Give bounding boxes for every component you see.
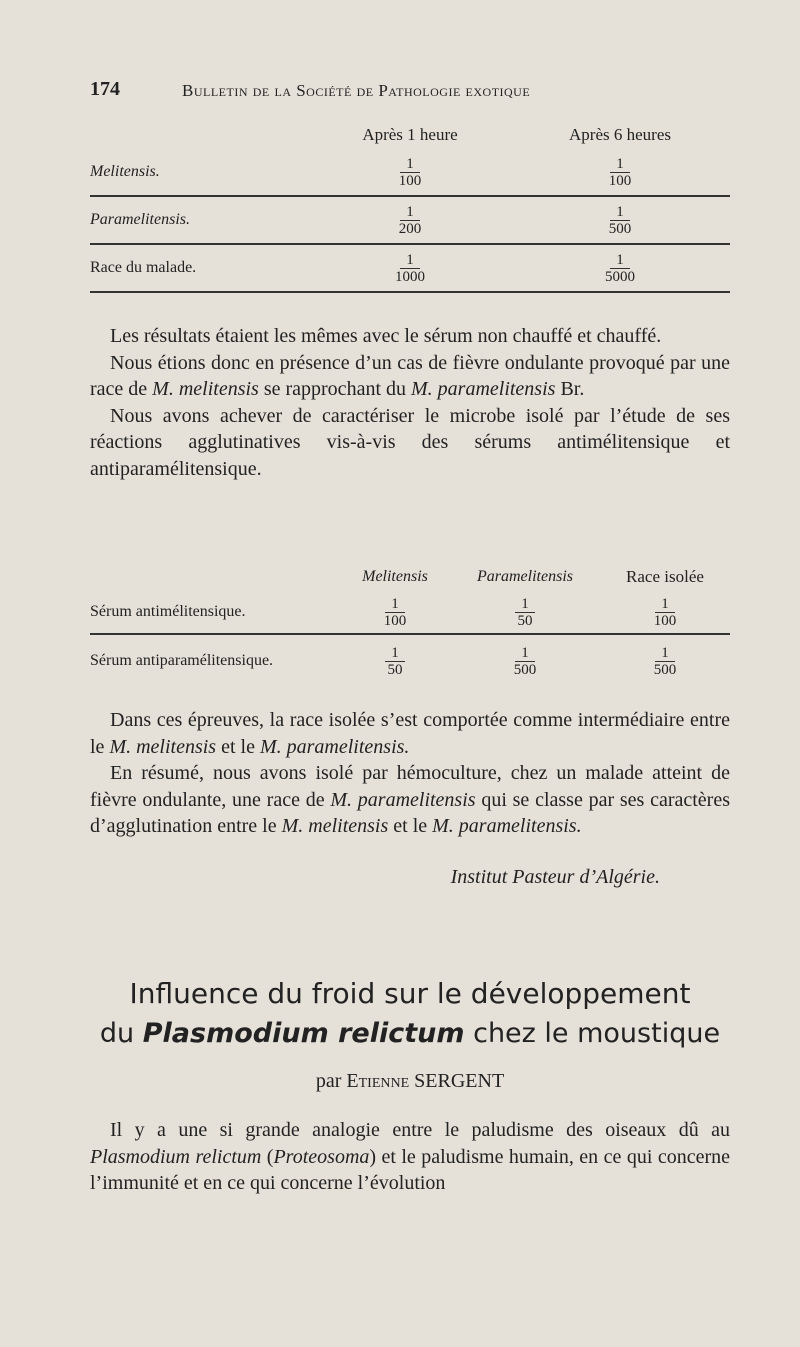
title-line-2: du Plasmodium relictum chez le moustique: [99, 1018, 721, 1049]
fraction: $\frac{1}{500}$: [608, 204, 632, 237]
article-body: [90, 1117, 730, 1197]
paragraph: En résumé, nous avons isolé par hémoculture, chez un malade atteint de fièvre ondulante, une race de M. paramelitensis qui se classe par ses caractères d’agglutination entre le M. melitensis et le M. paramelitensis.: [90, 762, 731, 837]
fraction: $\frac{1}{500}$: [653, 644, 677, 678]
running-title: Bulletin de la Société de Pathologie exotique: [182, 81, 531, 100]
agglutination-table-2: [90, 564, 730, 686]
title-line-1: Influence du froid sur le développement: [129, 977, 691, 1010]
fraction: $\frac{1}{1000}$: [395, 252, 425, 285]
author-last: SERGENT: [414, 1070, 505, 1092]
byline: par Etienne SERGENT: [315, 1070, 505, 1092]
table1-header-1: Après 1 heure: [362, 125, 458, 144]
page-number: 174: [90, 78, 120, 100]
table1-row-label: Race du malade.: [90, 259, 197, 276]
body-text-1: [90, 323, 730, 482]
fraction: $\frac{1}{50}$: [512, 596, 539, 629]
fraction: $\frac{1}{100}$: [653, 595, 677, 629]
table2-row-label: Sérum antimélitensique.: [90, 602, 246, 620]
page-header: [90, 78, 730, 102]
body-text-2: [90, 707, 730, 840]
fraction: $\frac{1}{100}$: [608, 155, 632, 189]
table2-row-label: Sérum antiparamélitensique.: [90, 651, 274, 669]
table1-row-label: Melitensis.: [90, 162, 160, 180]
fraction: $\frac{1}{50}$: [382, 645, 409, 678]
author-first: Etienne: [346, 1070, 410, 1092]
paragraph: Dans ces épreuves, la race isolée s’est comportée comme intermédiaire entre le M. melitensis et le M. paramelitensis.: [90, 709, 730, 758]
paragraph: Nous avons achever de caractériser le microbe isolé par l’étude de ses réactions agglutinatives vis-à-vis des sérums antimélitensique et antiparamélitensique.: [90, 404, 730, 480]
table2-header-2: Paramelitensis: [477, 568, 573, 585]
fraction: $\frac{1}{100}$: [398, 155, 422, 189]
paragraph: Il y a une si grande analogie entre le paludisme des oiseaux dû au Plasmodium relictum (Proteosoma) et le paludisme humain, en ce qui concerne l’immunité et en ce qui concerne l’évolution: [90, 1119, 730, 1194]
table1-header-2: Après 6 heures: [569, 125, 671, 144]
institution-signature: Institut Pasteur d’Algérie.: [450, 866, 660, 888]
paragraph: Nous étions donc en présence d’un cas de fièvre ondulante provoqué par une race de M. melitensis se rapprochant du M. paramelitensis Br.: [90, 351, 730, 400]
agglutination-table-1: [90, 122, 730, 293]
fraction: $\frac{1}{100}$: [383, 595, 407, 629]
table2-header-3: Race isolée: [626, 567, 704, 586]
table1-row-label: Paramelitensis.: [90, 211, 190, 228]
article-title: [90, 974, 730, 1054]
paragraph: Les résultats étaient les mêmes avec le sérum non chauffé et chauffé.: [110, 325, 662, 347]
fraction: $\frac{1}{500}$: [513, 644, 537, 678]
fraction: $\frac{1}{200}$: [398, 204, 422, 237]
table2-header-1: Melitensis: [362, 568, 428, 585]
fraction: $\frac{1}{5000}$: [605, 252, 635, 285]
